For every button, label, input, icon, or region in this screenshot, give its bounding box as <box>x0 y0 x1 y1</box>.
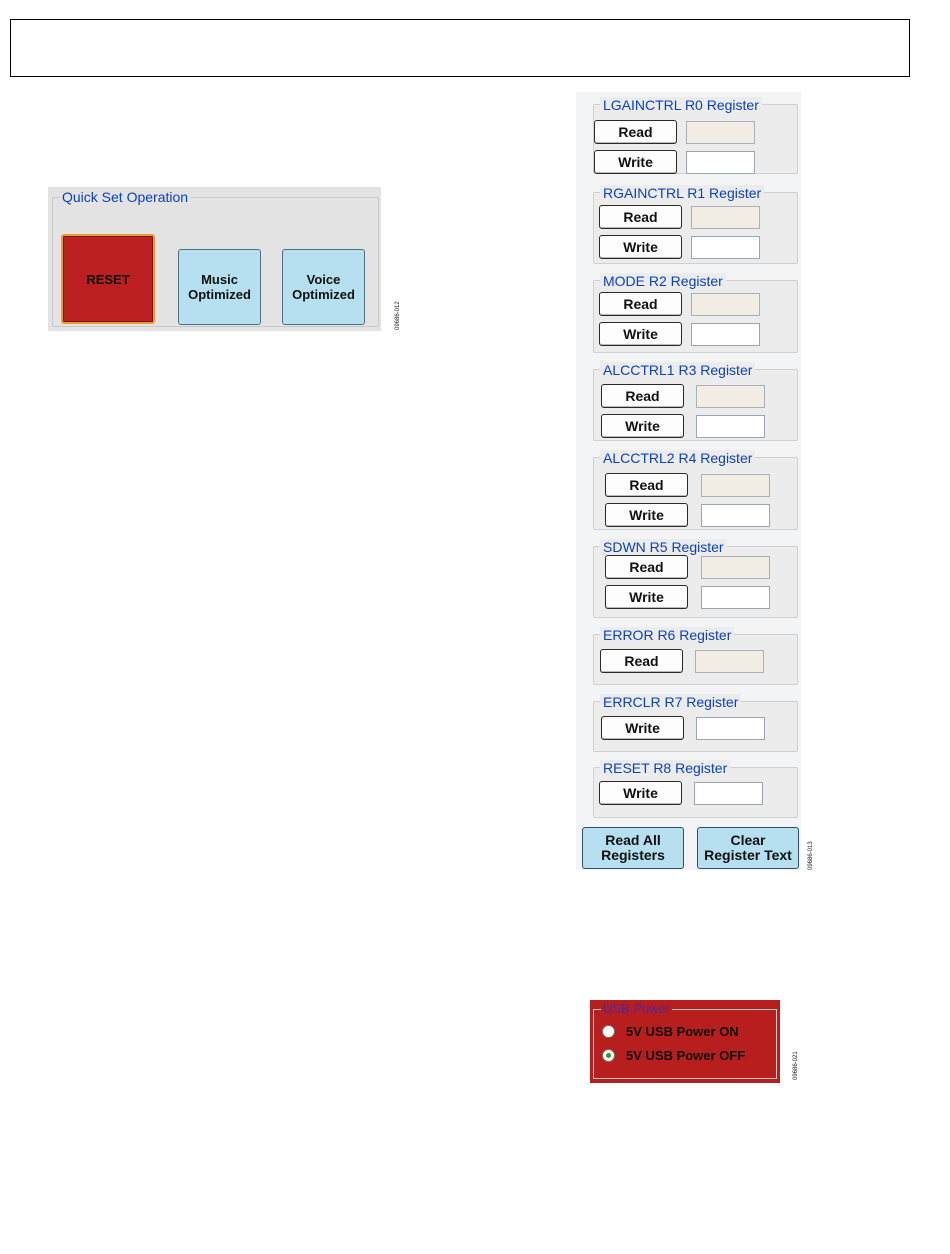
music-optimized-button[interactable]: Music Optimized <box>178 249 261 325</box>
register-title: SDWN R5 Register <box>600 539 727 555</box>
quick-set-title: Quick Set Operation <box>59 189 191 205</box>
r2-read-value <box>691 293 760 316</box>
read-all-registers-button[interactable]: Read All Registers <box>582 827 684 869</box>
register-title: ALCCTRL1 R3 Register <box>600 362 755 378</box>
r4-write-input[interactable] <box>701 504 770 527</box>
usb-power-off-label: 5V USB Power OFF <box>626 1048 746 1063</box>
voice-optimized-button[interactable]: Voice Optimized <box>282 249 365 325</box>
write-button-r4[interactable]: Write <box>605 503 688 527</box>
figure-id-label: 09686-013 <box>808 841 814 870</box>
register-title: MODE R2 Register <box>600 273 726 289</box>
read-button-r2[interactable]: Read <box>599 292 682 316</box>
r6-read-value <box>695 650 764 673</box>
r2-write-input[interactable] <box>691 323 760 346</box>
write-button-r5[interactable]: Write <box>605 585 688 609</box>
quick-set-group <box>52 189 379 327</box>
register-title: ERROR R6 Register <box>600 627 734 643</box>
read-button-r0[interactable]: Read <box>594 120 677 144</box>
read-button-r5[interactable]: Read <box>605 555 688 579</box>
register-group-r2 <box>593 273 798 353</box>
write-button-r0[interactable]: Write <box>594 150 677 174</box>
write-button-r8[interactable]: Write <box>599 781 682 805</box>
register-group-r8 <box>593 760 798 818</box>
r3-read-value <box>696 385 765 408</box>
r3-write-input[interactable] <box>696 415 765 438</box>
r5-read-value <box>701 556 770 579</box>
figure-id-label: 09686-012 <box>395 301 401 330</box>
register-group-r4 <box>593 450 798 530</box>
r7-write-input[interactable] <box>696 717 765 740</box>
write-button-r2[interactable]: Write <box>599 322 682 346</box>
write-button-r3[interactable]: Write <box>601 414 684 438</box>
usb-power-on-option[interactable] <box>602 1024 739 1039</box>
register-title: ALCCTRL2 R4 Register <box>600 450 755 466</box>
read-button-r1[interactable]: Read <box>599 205 682 229</box>
register-title: RGAINCTRL R1 Register <box>600 185 764 201</box>
clear-register-text-button[interactable]: Clear Register Text <box>697 827 799 869</box>
register-title: ERRCLR R7 Register <box>600 694 741 710</box>
write-button-r1[interactable]: Write <box>599 235 682 259</box>
r5-write-input[interactable] <box>701 586 770 609</box>
register-group-r1 <box>593 185 798 264</box>
radio-checked-icon[interactable] <box>602 1049 615 1062</box>
read-button-r4[interactable]: Read <box>605 473 688 497</box>
r8-write-input[interactable] <box>694 782 763 805</box>
read-button-r6[interactable]: Read <box>600 649 683 673</box>
r1-write-input[interactable] <box>691 236 760 259</box>
r1-read-value <box>691 206 760 229</box>
usb-power-panel <box>590 1000 780 1083</box>
usb-power-off-option[interactable] <box>602 1048 745 1063</box>
register-panel <box>576 92 801 870</box>
write-button-r7[interactable]: Write <box>601 716 684 740</box>
usb-power-on-label: 5V USB Power ON <box>626 1024 739 1039</box>
register-group-r5 <box>593 539 798 618</box>
r4-read-value <box>701 474 770 497</box>
reset-button[interactable]: RESET <box>61 234 155 324</box>
r0-write-input[interactable] <box>686 151 755 174</box>
register-group-r6 <box>593 627 798 685</box>
radio-unchecked-icon[interactable] <box>602 1025 615 1038</box>
quick-set-panel <box>48 187 381 331</box>
register-group-r0 <box>593 97 798 174</box>
register-title: LGAINCTRL R0 Register <box>600 97 762 113</box>
usb-power-group <box>593 1001 777 1079</box>
register-title: RESET R8 Register <box>600 760 730 776</box>
r0-read-value <box>686 121 755 144</box>
figure-id-label: 09686-021 <box>793 1051 799 1080</box>
register-group-r3 <box>593 362 798 441</box>
read-button-r3[interactable]: Read <box>601 384 684 408</box>
usb-power-title: USB Power <box>603 1001 671 1016</box>
page-header-box <box>10 19 910 77</box>
register-group-r7 <box>593 694 798 752</box>
